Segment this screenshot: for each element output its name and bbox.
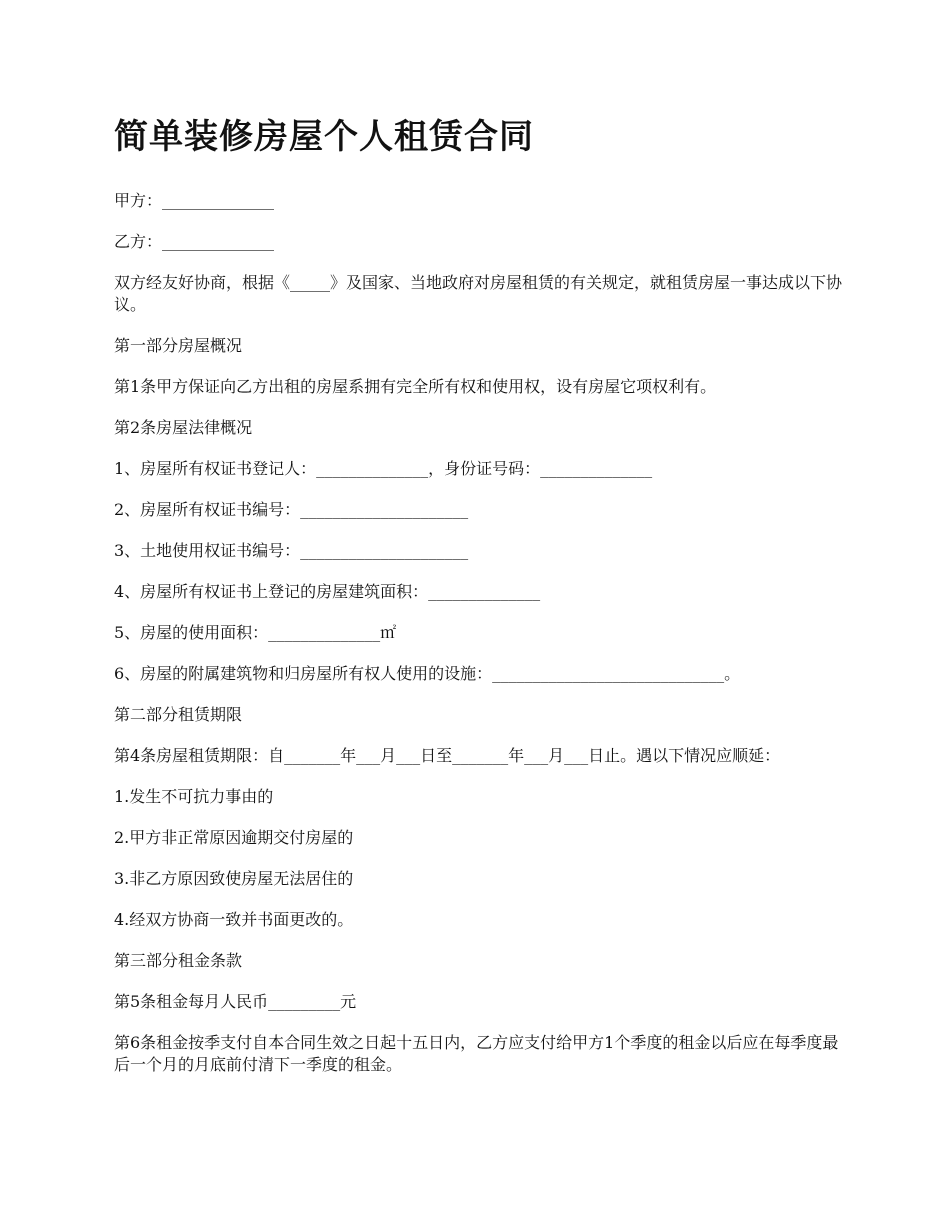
paragraph-party-b: 乙方：______________ [114, 232, 275, 251]
list-item: 2、房屋所有权证书编号：_____________________ [114, 500, 469, 519]
list-item: 5、房屋的使用面积：______________㎡ [114, 623, 397, 642]
paragraph-party-a: 甲方：______________ [114, 191, 275, 210]
section-heading-term: 第二部分租赁期限 [114, 705, 243, 724]
list-item: 1、房屋所有权证书登记人：______________，身份证号码：______________ [114, 459, 653, 478]
paragraph-preamble: 双方经友好协商，根据《_____》及国家、当地政府对房屋租赁的有关规定，就租赁房屋一事达成以下协议。 [114, 273, 843, 314]
list-item: 2.甲方非正常原因逾期交付房屋的 [114, 828, 354, 847]
list-item: 1.发生不可抗力事由的 [114, 787, 274, 806]
paragraph-article-6: 第6条租金按季支付自本合同生效之日起十五日内，乙方应支付给甲方1个季度的租金以后应在每季度最后一个月的月底前付清下一季度的租金。 [114, 1033, 839, 1074]
document-title: 简单装修房屋个人租赁合同 [114, 117, 534, 157]
list-item: 4.经双方协商一致并书面更改的。 [114, 910, 354, 929]
list-item: 6、房屋的附属建筑物和归房屋所有权人使用的设施：_____________________________。 [114, 664, 741, 683]
list-item: 3.非乙方原因致使房屋无法居住的 [114, 869, 354, 888]
paragraph-article-1: 第1条甲方保证向乙方出租的房屋系拥有完全所有权和使用权，设有房屋它项权利有。 [114, 377, 717, 396]
section-heading-property: 第一部分房屋概况 [114, 336, 243, 355]
list-item: 3、土地使用权证书编号：_____________________ [114, 541, 469, 560]
document-page [114, 110, 844, 1095]
paragraph-article-4: 第4条房屋租赁期限：自_______年___月___日至_______年___月___日止。遇以下情况应顺延： [114, 746, 781, 765]
section-heading-rent: 第三部分租金条款 [114, 951, 243, 970]
list-item: 4、房屋所有权证书上登记的房屋建筑面积：______________ [114, 582, 541, 601]
paragraph-article-2: 第2条房屋法律概况 [114, 418, 253, 437]
paragraph-article-5: 第5条租金每月人民币_________元 [114, 992, 357, 1011]
